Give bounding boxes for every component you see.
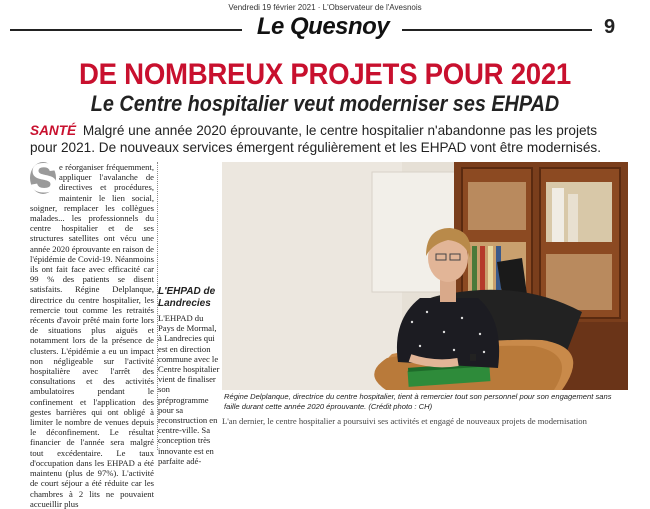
lead-text: Malgré une année 2020 éprouvante, le centre hospitalier n'abandonne pas les projets pour 2021. De nouveaux services émergent régulièrement et les EHPAD vont être modernisés. [30,123,601,155]
dateline: Vendredi 19 février 2021 · L'Observateur de l'Avesnois [228,3,422,12]
body-text-1: e réorganiser fréquemment, appliquer l'avalanche de directives et procédures, maintenir le lien social, soigner, remplacer les collègues malades... les professionnels du centre hospitalier et de ses structures satellites ont vécu une année 2020 éprouvante en raison de l'épidémie de Covid-19. Néanmoins ils ont fait face avec efficacité car 99 % des patients se disent satisfaits. Régine Delplanque, directrice du centre hospitalier, les remercie tout comme les retraités récents d'avoir prêté main forte lors de situations plus aiguës et notamment lors de la présence de clusters. L'épidémie a eu un impact non négligeable sur l'activité hospitalière avec l'arrêt des consultations et des activités ambulatoires pendant le confinement et l'application des gestes barrières qui ont obligé à limiter le nombre de venues depuis le déconfinement. Le résultat financier de l'année sera malgré tout excédentaire. Le taux d'occupation dans les EHPAD a été maintenu (plus de 97%). L'activité de court séjour a été réduite car les chambres à 2 lits ne pouvaient accueillir plus [30,162,154,509]
body-text-2: L'EHPAD du Pays de Mormal, à Landrecies qui est en direction commune avec le Centre hospitalier vient de finaliser son préprogramme pour sa reconstruction en centre-ville. Sa conception très innovante est en parfaite adé- [158,313,220,466]
drop-cap: S [30,154,59,201]
header-rule-right [402,29,592,31]
body-column-3: L'an dernier, le centre hospitalier a poursuivi ses activités et engagé de nouveaux projets de modernisation [222,416,587,426]
kicker: SANTÉ [30,123,77,138]
photo-illustration [222,162,628,390]
headline: DE NOMBREUX PROJETS POUR 2021 [79,58,571,91]
section-name: Le Quesnoy [256,13,390,40]
body-column-2 [158,286,220,466]
sidebar-title: L'EHPAD de Landrecies [158,286,216,309]
page-number: 9 [604,16,616,38]
lead-paragraph [30,122,622,156]
body-column-1 [30,154,154,509]
header-rule-left [10,29,242,31]
subheadline: Le Centre hospitalier veut moderniser ses EHPAD [90,91,560,116]
photo-caption: Régine Delplanque, directrice du centre hospitalier, tient à remercier tout son personnel pour son engagement sans faille durant cette année 2020 éprouvante. (Crédit photo : CH) [224,392,612,411]
article-photo [222,162,628,390]
